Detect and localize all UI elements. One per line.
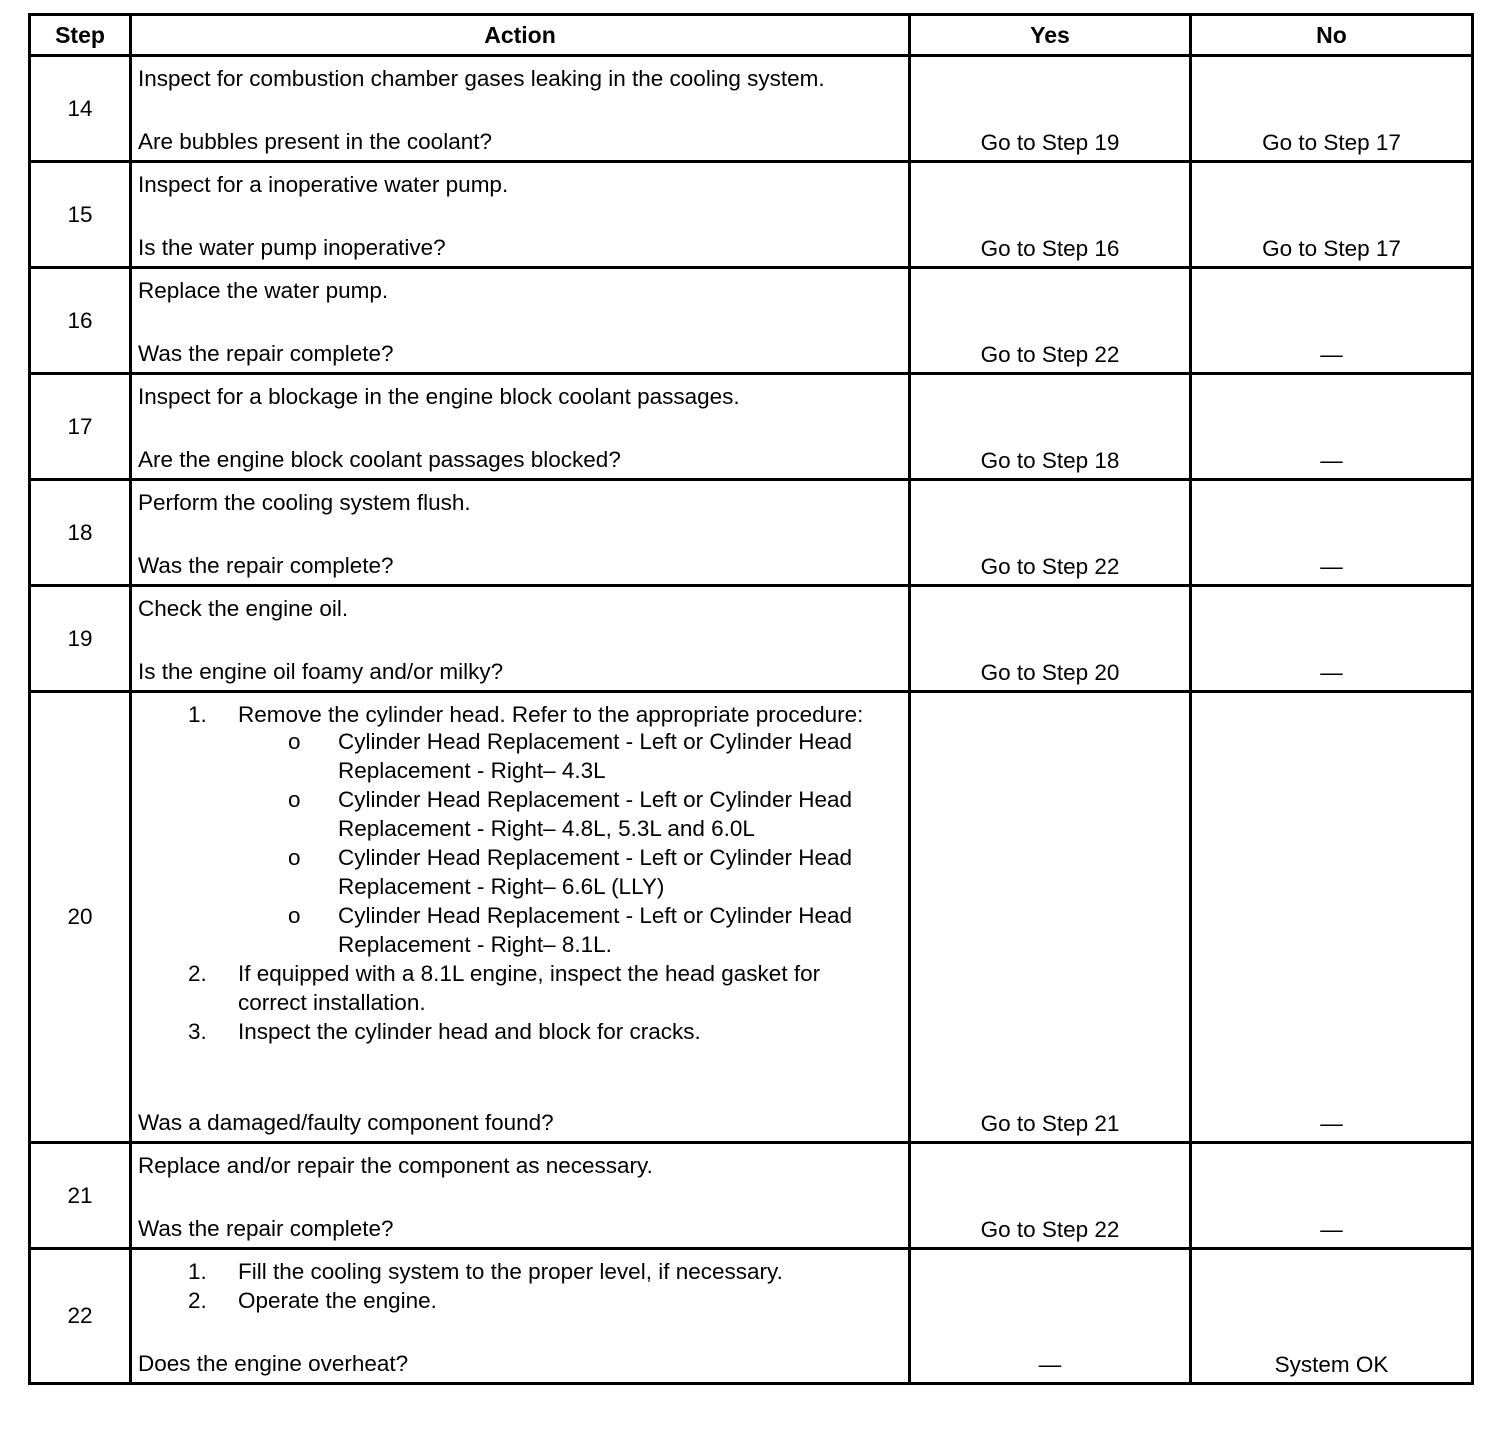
table-row: [30, 1249, 1473, 1384]
list-item: [138, 959, 902, 1017]
action-cell: [131, 692, 910, 1143]
sub-list-item: [238, 901, 902, 959]
action-question: Are bubbles present in the coolant?: [138, 129, 492, 154]
no-cell: [1191, 586, 1473, 692]
list-item: [138, 1286, 902, 1315]
yes-cell: [910, 480, 1191, 586]
no-link: —: [1320, 554, 1343, 579]
step-number: 15: [30, 162, 131, 268]
no-cell: [1191, 480, 1473, 586]
action-text: Replace and/or repair the component as necessary.: [138, 1153, 653, 1178]
action-question: Was the repair complete?: [138, 553, 394, 578]
list-number: 2.: [188, 961, 207, 986]
list-number: 2.: [188, 1288, 207, 1313]
no-link: Go to Step 17: [1262, 236, 1401, 261]
header-row: [30, 15, 1473, 56]
yes-cell: [910, 56, 1191, 162]
no-link: System OK: [1274, 1352, 1389, 1377]
step-number: 16: [30, 268, 131, 374]
action-text: Perform the cooling system flush.: [138, 490, 471, 515]
list-text: Fill the cooling system to the proper level, if necessary.: [238, 1259, 783, 1284]
list-text: Operate the engine.: [238, 1288, 437, 1313]
action-cell: [131, 480, 910, 586]
list-number: 3.: [188, 1019, 207, 1044]
no-cell: [1191, 1249, 1473, 1384]
list-text: Remove the cylinder head. Refer to the appropriate procedure:: [238, 702, 864, 727]
yes-cell: [910, 268, 1191, 374]
yes-link: Go to Step 21: [980, 1111, 1120, 1136]
action-cell: [131, 268, 910, 374]
table-row: [30, 374, 1473, 480]
list-item: [138, 700, 902, 729]
action-text: Inspect for a inoperative water pump.: [138, 172, 509, 197]
no-link: —: [1320, 448, 1343, 473]
step-number: 21: [30, 1143, 131, 1249]
action-text: Check the engine oil.: [138, 596, 349, 621]
action-question: Is the water pump inoperative?: [138, 235, 446, 260]
action-cell: [131, 586, 910, 692]
no-cell: [1191, 268, 1473, 374]
list-number: 1.: [188, 1259, 207, 1284]
yes-link: Go to Step 22: [980, 1217, 1120, 1242]
yes-link: Go to Step 22: [980, 342, 1120, 367]
header-action: Action: [131, 15, 910, 56]
sub-list: [238, 727, 902, 959]
table-row: [30, 268, 1473, 374]
list-text: If equipped with a 8.1L engine, inspect the head gasket for correct installation.: [238, 961, 821, 1015]
step-number: 18: [30, 480, 131, 586]
no-link: —: [1320, 1217, 1343, 1242]
bullet-icon: o: [288, 903, 301, 928]
yes-cell: [910, 692, 1191, 1143]
no-cell: [1191, 56, 1473, 162]
list-item: [138, 1017, 902, 1046]
step-number: 19: [30, 586, 131, 692]
yes-link: Go to Step 19: [980, 130, 1120, 155]
list-number: 1.: [188, 702, 207, 727]
sub-list-item: [238, 785, 902, 843]
yes-link: —: [1038, 1352, 1062, 1377]
table-row: [30, 162, 1473, 268]
no-cell: [1191, 162, 1473, 268]
list-item: [138, 1257, 902, 1286]
action-text: Replace the water pump.: [138, 278, 389, 303]
table-row: [30, 692, 1473, 1143]
procedure-link[interactable]: Cylinder Head Replacement - Left or Cylinder Head Replacement - Right– 4.3L: [338, 729, 852, 783]
step-number: 22: [30, 1249, 131, 1384]
table-row: [30, 1143, 1473, 1249]
header-yes: Yes: [910, 15, 1191, 56]
diagnostic-table: [28, 13, 1474, 1385]
no-cell: [1191, 1143, 1473, 1249]
yes-cell: [910, 586, 1191, 692]
step-number: 20: [30, 692, 131, 1143]
step-number: 14: [30, 56, 131, 162]
no-cell: [1191, 692, 1473, 1143]
yes-cell: [910, 162, 1191, 268]
action-question: Was a damaged/faulty component found?: [138, 1110, 554, 1135]
sub-list-item: [238, 843, 902, 901]
action-cell: [131, 56, 910, 162]
bullet-icon: o: [288, 729, 301, 754]
yes-link: Go to Step 18: [980, 448, 1120, 473]
yes-cell: [910, 1249, 1191, 1384]
yes-cell: [910, 374, 1191, 480]
table-row: [30, 56, 1473, 162]
procedure-link[interactable]: Cylinder Head Replacement - Left or Cylinder Head Replacement - Right– 6.6L (LLY): [338, 845, 852, 899]
header-step: Step: [30, 15, 131, 56]
step-number: 17: [30, 374, 131, 480]
procedure-list: [138, 700, 902, 729]
action-cell: [131, 374, 910, 480]
bullet-icon: o: [288, 787, 301, 812]
action-text: Inspect for a blockage in the engine block coolant passages.: [138, 384, 740, 409]
no-link: —: [1320, 660, 1343, 685]
list-text: Inspect the cylinder head and block for cracks.: [238, 1019, 701, 1044]
action-question: Does the engine overheat?: [138, 1351, 409, 1376]
table-row: [30, 480, 1473, 586]
yes-link: Go to Step 22: [980, 554, 1120, 579]
table-row: [30, 586, 1473, 692]
procedure-list: [138, 959, 902, 1046]
sub-list-item: [238, 727, 902, 785]
header-no: No: [1191, 15, 1473, 56]
yes-link: Go to Step 16: [980, 236, 1120, 261]
no-link: —: [1320, 342, 1343, 367]
bullet-icon: o: [288, 845, 301, 870]
no-link: —: [1320, 1111, 1343, 1136]
action-text: Inspect for combustion chamber gases leaking in the cooling system.: [138, 66, 825, 91]
action-question: Is the engine oil foamy and/or milky?: [138, 659, 504, 684]
procedure-link[interactable]: Cylinder Head Replacement - Left or Cylinder Head Replacement - Right– 8.1L.: [338, 903, 852, 957]
no-cell: [1191, 374, 1473, 480]
action-question: Was the repair complete?: [138, 341, 394, 366]
procedure-link[interactable]: Cylinder Head Replacement - Left or Cylinder Head Replacement - Right– 4.8L, 5.3L and 6.0L: [338, 787, 852, 841]
action-question: Are the engine block coolant passages blocked?: [138, 447, 621, 472]
no-link: Go to Step 17: [1262, 130, 1401, 155]
yes-link: Go to Step 20: [980, 660, 1120, 685]
action-cell: [131, 162, 910, 268]
action-question: Was the repair complete?: [138, 1216, 394, 1241]
yes-cell: [910, 1143, 1191, 1249]
action-cell: [131, 1143, 910, 1249]
action-cell: [131, 1249, 910, 1384]
procedure-list: [138, 1257, 902, 1315]
